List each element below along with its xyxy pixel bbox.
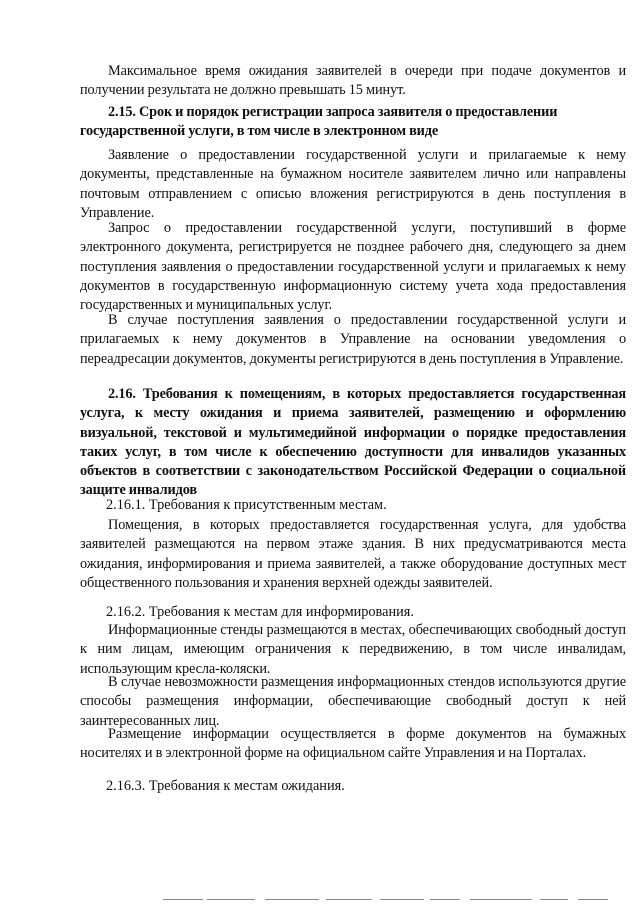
paragraph-other-methods: В случае невозможности размещения информационных стендов используются другие способы размещения информации, обеспечивающие свободный доступ к ней заинтересованных лиц. — [80, 674, 626, 729]
heading-2-16: 2.16. Требования к помещениям, в которых предоставляется государственная услуга, к месту ожидания и приема заявителей, размещению и оформлению визуальной, текстовой и мультимедийной информации о порядке предоставления таких услуг, в том числе к обеспечению доступности для инвалидов указанных объектов в соответствии с законодательством Российской Федерации о социальной защите инвалидов — [80, 386, 626, 499]
paragraph-info-placement: Размещение информации осуществляется в форме документов на бумажных носителях и в электронной форме на официальном сайте Управления и на Порталах. — [80, 726, 626, 762]
paragraph-waiting-time: Максимальное время ожидания заявителей в очереди при подаче документов и получении результата не должно превышать 15 минут. — [80, 63, 626, 99]
heading-2-15: 2.15. Срок и порядок регистрации запроса заявителя о предоставлении государственной услуги, в том числе в электронном виде — [80, 104, 558, 140]
paragraph-registration-paper: Заявление о предоставлении государственной услуги и прилагаемые к нему документы, представленные на бумажном носителе заявителем лично или направлены почтовым отправлением с описью вложения регистрируются в день поступления в Управление. — [80, 147, 626, 221]
subheading-2-16-3: 2.16.3. Требования к местам ожидания. — [106, 778, 345, 794]
paragraph-registration-electronic: Запрос о предоставлении государственной услуги, поступивший в форме электронного документа, регистрируется не позднее рабочего дня, следующего за днем поступления заявления о предоставлении государственной услуги и прилагаемых к нему документов в государственную информационную систему учета хода предоставления государственных и муниципальных услуг. — [80, 220, 626, 314]
subheading-2-16-2: 2.16.2. Требования к местам для информирования. — [106, 604, 414, 620]
paragraph-info-stands: Информационные стенды размещаются в местах, обеспечивающих свободный доступ к ним лицам, имеющим ограничения к передвижению, в том числе инвалидам, использующим кресла-коляски. — [80, 622, 626, 677]
paragraph-premises: Помещения, в которых предоставляется государственная услуга, для удобства заявителей размещаются на первом этаже здания. В них предусматриваются места ожидания, информирования и приема заявителей, а также оборудование доступных мест общественного пользования и хранения верхней одежды заявителей. — [80, 517, 626, 591]
paragraph-registration-redirect: В случае поступления заявления о предоставлении государственной услуги и прилагаемых к нему документов в Управление на основании уведомления о переадресации документов, документы регистрируются в день поступления в Управление. — [80, 312, 626, 367]
subheading-2-16-1: 2.16.1. Требования к присутственным местам. — [106, 497, 387, 513]
